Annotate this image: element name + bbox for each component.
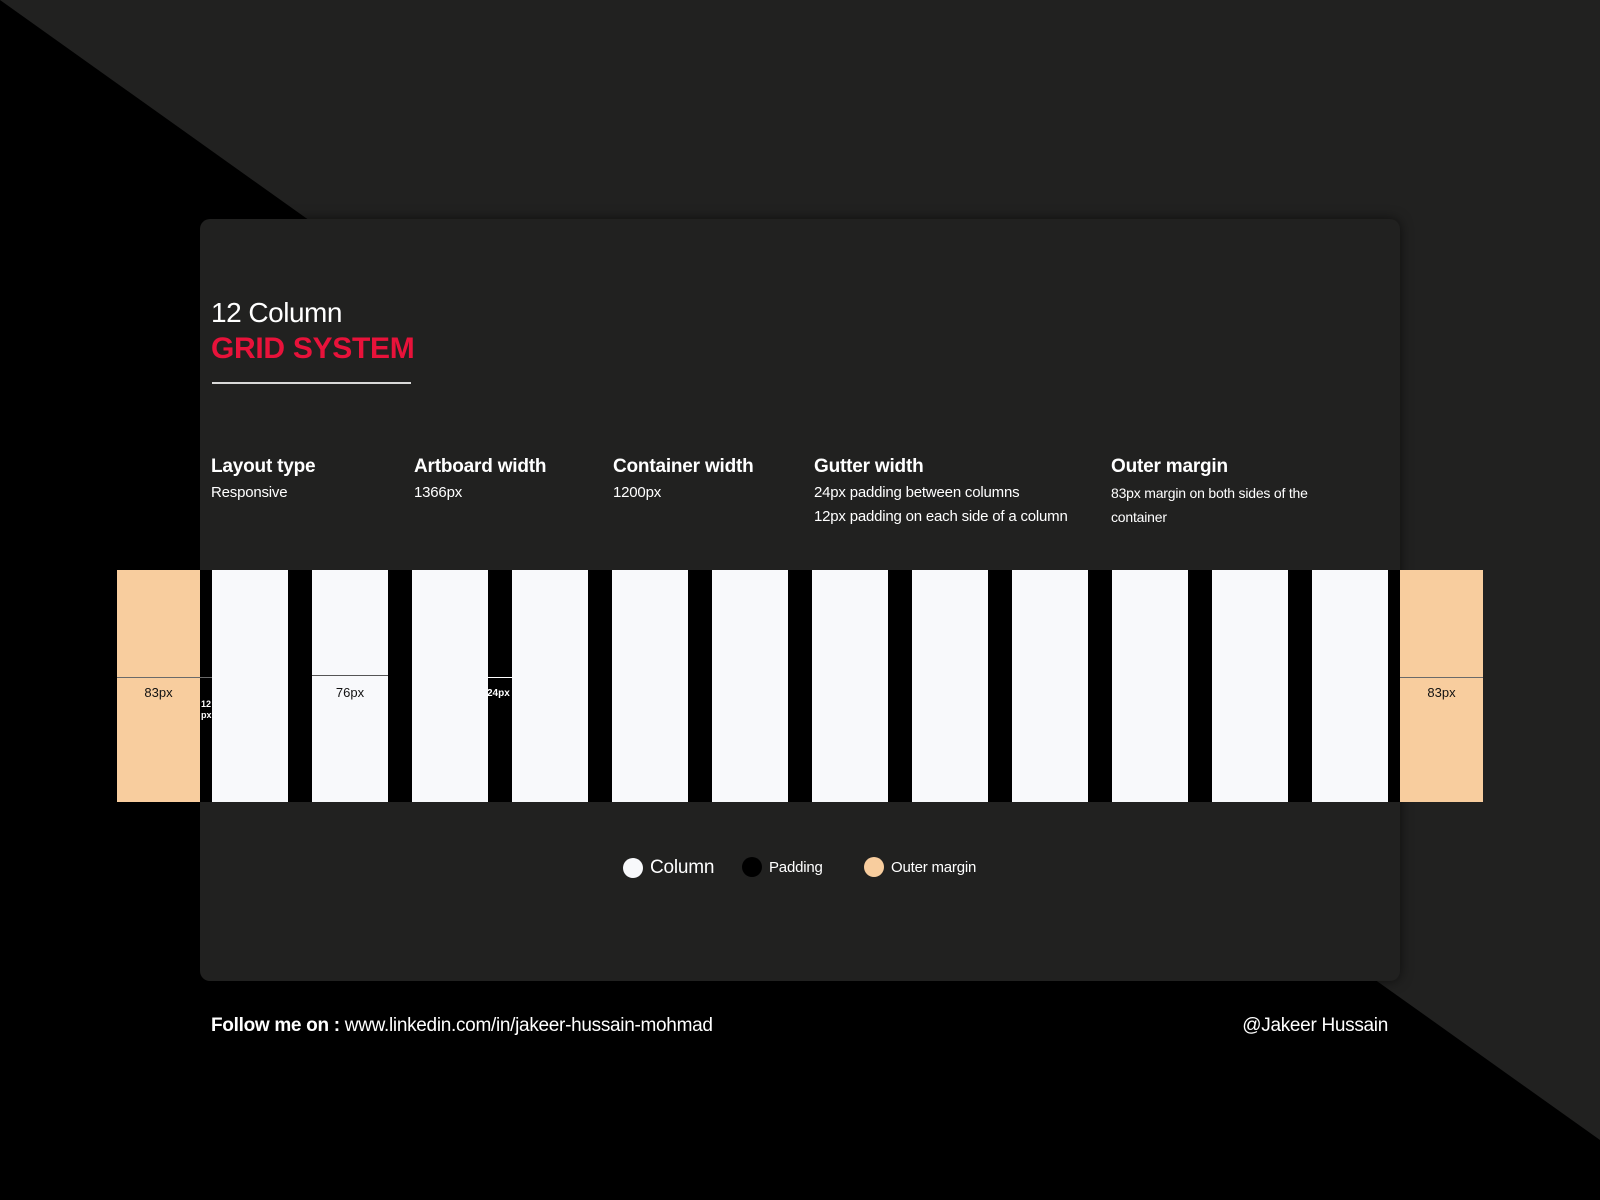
footer-handle: @Jakeer Hussain (1242, 1015, 1388, 1036)
spec-layout-type (211, 454, 315, 505)
legend-swatch-outer-margin (864, 857, 884, 877)
legend-swatch-column (623, 858, 643, 878)
footer-linkedin-link[interactable]: www.linkedin.com/in/jakeer-hussain-mohmad (344, 1015, 713, 1036)
grid-column (412, 570, 488, 802)
grid-column (512, 570, 588, 802)
gutter-measure-line (488, 677, 512, 678)
legend-label-padding: Padding (769, 858, 823, 876)
footer-follow (211, 1015, 713, 1037)
title-underline (212, 382, 411, 384)
legend-item-column (623, 857, 714, 879)
grid-column (1312, 570, 1388, 802)
spec-label: Artboard width (414, 456, 547, 477)
title-line-1: 12 Column (211, 297, 342, 328)
spec-label: Outer margin (1111, 456, 1228, 477)
column-measure-label: 76px (335, 685, 365, 700)
right-margin-measure-label: 83px (1427, 685, 1456, 700)
footer-follow-prefix: Follow me on : (211, 1015, 340, 1036)
spec-value: Responsive (211, 484, 288, 501)
spec-value: 24px padding between columns (814, 484, 1020, 501)
column-measure-line (312, 675, 388, 676)
spec-outer-margin (1111, 454, 1308, 529)
side-padding-measure-label (201, 699, 212, 721)
grid-column (712, 570, 788, 802)
title-line-2: GRID SYSTEM (211, 332, 415, 365)
legend-swatch-padding (742, 857, 762, 877)
legend-label-column: Column (650, 857, 715, 878)
spec-label: Layout type (211, 456, 316, 477)
right-margin-measure-line (1400, 677, 1483, 678)
legend-item-padding (742, 857, 823, 877)
spec-value: 1200px (613, 484, 662, 501)
spec-container-width (613, 454, 754, 505)
legend-label-outer-margin: Outer margin (891, 858, 977, 876)
grid-column (1012, 570, 1088, 802)
spec-artboard-width (414, 454, 546, 505)
spec-label: Container width (613, 456, 754, 477)
spec-gutter-width (814, 454, 1068, 529)
grid-column (1212, 570, 1288, 802)
grid-column (912, 570, 988, 802)
legend-item-outer-margin (864, 857, 976, 877)
grid-column (812, 570, 888, 802)
left-margin-measure-line (117, 677, 212, 678)
spec-value: 83px margin on both sides of the (1111, 485, 1308, 501)
left-margin-measure-label: 83px (144, 685, 173, 700)
spec-value-line2: 12px padding on each side of a column (814, 508, 1068, 525)
side-padding-measure-label-line2: px (201, 710, 212, 720)
gutter-measure-label: 24px (487, 688, 510, 699)
spec-value-line2: container (1111, 509, 1167, 525)
grid-column (612, 570, 688, 802)
grid-column (212, 570, 288, 802)
side-padding-measure-label-line1: 12 (201, 699, 212, 709)
grid-column (1112, 570, 1188, 802)
spec-label: Gutter width (814, 456, 924, 477)
spec-value: 1366px (414, 484, 463, 501)
